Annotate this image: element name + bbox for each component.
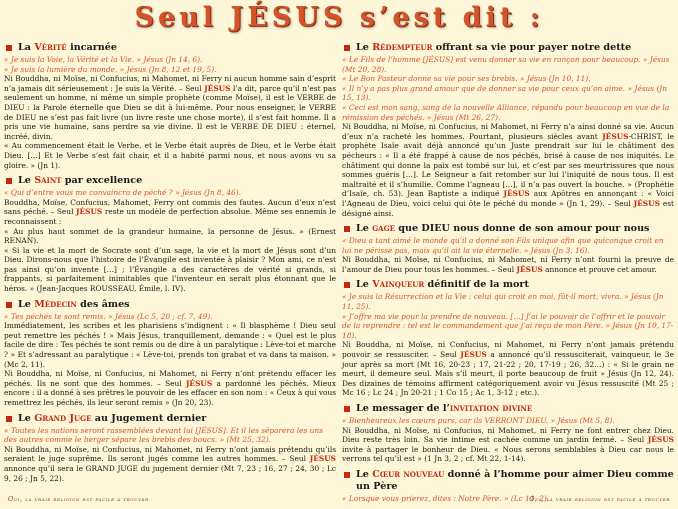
jesus-highlight: JÉSUS	[602, 131, 629, 141]
quote-line: « Il n’y a pas plus grand amour que de donner sa vie pour ceux qu’on aime. » Jésus (Jn 15, 13).	[342, 83, 667, 103]
square-bullet-icon	[344, 472, 350, 478]
heading-highlight: Vérité	[34, 42, 67, 53]
heading-pre: Le	[18, 175, 35, 187]
heading-post: incarnée	[66, 42, 117, 53]
quote-line: « Qui d’entre vous me convaincra de péché ? » Jésus (Jn 8, 46).	[4, 188, 241, 198]
heading-pre: Le	[356, 42, 373, 53]
heading-pre: Le	[18, 412, 35, 424]
section-heading	[4, 42, 336, 54]
heading-highlight: Cœur nouveau	[372, 468, 445, 480]
heading-post: que DIEU nous donne de son amour pour nous	[394, 223, 650, 235]
section-heading	[4, 413, 336, 425]
section-5	[342, 223, 674, 274]
body-paragraph: Ni Bouddha, ni Moïse, ni Confucius, ni Mahomet, ni Ferry ni aucun homme sain d’esprit n’a jamais dit sérieusement : Je suis la Vérité. – Seul JÉSUS l’a dit, parce qu’il n’est pas seulement un homme, ni même un simple prophète (comme Moïse), il est le VERBE de DIEU : la Parole éternelle que Dieu se dit à lui-même. Pour nous enseigner, le VERBE de DIEU ne s’est pas fait livre (un livre reste une chose morte), il s’est fait homme. Il a pris une vie humaine, sans perdre sa vie divine. Il est le VERBE DE DIEU : éternel, incréé, divin.	[4, 74, 336, 141]
quote-line: « Toutes les nations seront rassemblées devant lui [JÉSUS]. Et il les séparera les uns des autres comme le berger sépare les brebis des boucs. » (Mt 25, 32).	[4, 425, 323, 445]
quote-line: « Je suis la Résurrection et la Vie : celui qui croit en moi, fût-il mort, vivra. » Jésus (Jn 11, 25).	[342, 292, 664, 312]
section-7	[342, 403, 674, 464]
section-4	[342, 42, 674, 218]
jesus-highlight: JÉSUS	[633, 198, 660, 208]
section-3	[4, 413, 336, 484]
body-paragraph: « Si la vie et la mort de Socrate sont d’un sage, la vie et la mort de Jésus sont d’un Dieu. Dirons-nous que l’histoire de l’Évangile est inventée à plaisir ? Mon ami, ce n’est pas ainsi qu’on invente […] ; l’Évangile a des caractères de vérité si grands, si frappants, si parfaitement inimitables que l’inventeur en serait plus étonnant que le héros. » (Jean-Jacques ROUSSEAU, Émile, l. IV).	[4, 245, 336, 294]
quote-line: « Tes péchés te sont remis. » Jésus (Lc 5, 20 ; cf. 7, 49).	[4, 311, 213, 321]
section-6	[342, 279, 674, 398]
square-bullet-icon	[6, 178, 12, 184]
body-paragraph: Immédiatement, les scribes et les pharisiens s’indignent : « Il blasphème ! Dieu seul peut remettre les péchés ! » Mais Jésus, tranquillement, demande : « Quel est le plus facile de dire : Tes péchés te sont remis ou de dire à un paralytique : Lève-toi et marche ? » Et s’adressant au paralytique : « Lève-toi, prends ton grabat et va dans ta maison. » (Mc 2, 11).	[4, 321, 336, 369]
heading-text	[356, 223, 649, 235]
square-bullet-icon	[6, 416, 12, 422]
body-paragraph: Ni Bouddha, ni Moïse, ni Confucius, ni Mahomet, ni Ferry n’ont jamais prétendu pouvoir se ressusciter. – Seul JÉSUS a annoncé qu’il ressusciterait, vainqueur, le 3e jour après sa mort (Mt 16, 20-23 ; 17, 21-22 ; 20, 17-19 ; 26, 32…) : « Si le grain ne meurt, il demeure seul. Mais s’il meurt, il porte beaucoup de fruit » Jésus (Jn 12, 24). Des dizaines de témoins affirment catégoriquement avoir vu Jésus ressuscité (Mt 25 ; Mc 16 ; Lc 24 ; Jn 20-21 ; 1 Co 15 ; Ac 1, 3-12 ; etc.).	[342, 340, 675, 398]
jesus-highlight: JÉSUS	[516, 264, 543, 274]
heading-post: définitif de la mort	[424, 279, 529, 291]
heading-text	[18, 413, 206, 425]
heading-text	[18, 175, 142, 187]
heading-pre: Le messager de l’	[356, 403, 450, 414]
square-bullet-icon	[344, 45, 350, 51]
square-bullet-icon	[6, 45, 12, 51]
heading-highlight: Grand Juge	[34, 412, 92, 424]
quote-line: « Ceci est mon sang, sang de la nouvelle Alliance, répandu pour beaucoup en vue de la rémission des péchés. » Jésus (Mt 26, 27).	[342, 102, 670, 122]
section-heading	[342, 403, 674, 415]
section-heading	[342, 42, 674, 54]
section-heading	[4, 175, 336, 187]
body-paragraph: Ni Bouddha, ni Moïse, ni Confucius, ni Mahomet, ni Ferry n’ont jamais prétendu qu’ils seraient le juge suprême. Ils seront jugés comme les autres hommes. – Seul JÉSUS annonce qu’il sera le GRAND JUGE du jugement dernier (Mt 7, 23 ; 16, 27 ; 24, 30 ; Lc 9, 26 ; Jn 5, 22).	[4, 444, 336, 483]
heading-highlight: invitation divine	[449, 403, 533, 414]
body-paragraph: Ni Bouddha, ni Moïse, ni Confucius, ni Mahomet, ni Ferry n’a ainsi donné sa vie. Aucun d’eux n’a racheté les hommes. Pourtant, plusieurs siècles avant JÉSUS-CHRIST, le prophète Isaïe avait déjà annoncé qu’un Juste prendrait sur lui le châtiment des pécheurs : « Il a été frappé à cause de nos péchés, brisé à cause de nos iniquités. Le châtiment qui donne la paix est tombé sur lui, et c’est par ses meurtrissures que nous sommes guéris […]. Le Seigneur a fait retomber sur lui l’iniquité de nous tous. Il est maltraité et il s’humilie. Comme l’agneau […], il n’a pas ouvert la bouche. » (Prophétie d’Isaïe, ch. 53). Jean Baptiste a indiqué JÉSUS aux Apôtres en annonçant : « Voici l’Agneau de Dieu, voici celui qui ôte le péché du monde » (Jn 1, 29). – Seul JÉSUS est désigné ainsi.	[342, 122, 674, 218]
heading-highlight: Rédempteur	[372, 42, 433, 53]
heading-highlight: Vainqueur	[372, 279, 425, 291]
page-title: Seul JÉSUS s’est dit :	[134, 2, 544, 33]
section-0	[4, 42, 336, 170]
square-bullet-icon	[6, 302, 12, 308]
heading-pre: Le	[18, 298, 35, 310]
quote-line: « Le Fils de l’homme [JÉSUS] est venu donner sa vie en rançon pour beaucoup. » Jésus (Mt 20, 28).	[342, 55, 670, 74]
heading-text	[356, 42, 631, 54]
heading-pre: La	[18, 42, 35, 53]
left-column	[4, 42, 336, 488]
body-paragraph: Ni Bouddha, ni Moïse, ni Confucius, ni Mahomet, ni Ferry ne font entrer chez Dieu. Dieu reste très loin. Sa vie intime est cachée comme un jardin fermé. – Seul JÉSUS invite à partager le bonheur de Dieu. « Nous serons semblables à Dieu car nous le verrons tel qu’il est » (1 Jn 3, 2 ; cf. Mt 22, 1-14).	[342, 425, 674, 464]
footer-right: Oui, la vraie religion est facile à trouver	[529, 495, 670, 503]
heading-text	[356, 469, 674, 493]
square-bullet-icon	[344, 406, 350, 412]
body-paragraph: « Au plus haut sommet de la grandeur humaine, la personne de Jésus. » (Ernest RENAN).	[4, 226, 336, 246]
body-paragraph: « Au commencement était le Verbe, et le Verbe était auprès de Dieu, et le Verbe était Dieu. […] Et le Verbe s’est fait chair, et il a habité parmi nous, et nous avons vu sa gloire. » (Jn 1).	[4, 141, 336, 170]
quote-line: « Le Bon Pasteur donne sa vie pour ses brebis. » Jésus (Jn 10, 11).	[342, 74, 591, 84]
section-heading	[342, 469, 674, 493]
heading-highlight: Saint	[34, 175, 62, 187]
section-heading	[4, 299, 336, 311]
heading-pre: Le	[356, 279, 373, 291]
heading-text	[356, 403, 532, 415]
jesus-highlight: JÉSUS	[647, 435, 674, 445]
body-paragraph: Bouddha, Moïse, Confucius, Mahomet, Ferry ont commis des fautes. Aucun d’eux n’est sans péché. – Seul JÉSUS reste un modèle de perfection absolue. Même ses ennemis le reconnaissent :	[4, 197, 336, 226]
jesus-highlight: JÉSUS	[460, 350, 487, 360]
heading-text	[18, 42, 117, 54]
heading-pre: Le	[356, 468, 373, 480]
section-1	[4, 175, 336, 294]
heading-highlight: Médecin	[34, 298, 77, 310]
quote-line: « Dieu a tant aimé le monde qu’il a donné son Fils unique afin que quiconque croit en lui ne périsse pas, mais qu’il ait la vie éternelle. » Jésus (Jn 3, 16).	[342, 236, 664, 255]
body-paragraph: Ni Bouddha, ni Moïse, ni Confucius, ni Mahomet, ni Ferry n’ont prétendu effacer les péchés. Ils ne sont que des hommes. – Seul JÉSUS a pardonné les péchés. Mieux encore : il a donné à ses prêtres le pouvoir de les effacer en son nom : « Ceux à qui vous remettrez les péchés, ils leur seront remis » (Jn 20, 23).	[4, 369, 337, 407]
jesus-highlight: JÉSUS	[503, 189, 530, 199]
heading-post: des âmes	[76, 298, 130, 310]
section-heading	[342, 279, 674, 291]
body-paragraph: Ni Bouddha, ni Moïse, ni Confucius, ni Mahomet, ni Ferry n’ont fourni la preuve de l’amour de Dieu pour tous les hommes. – Seul JÉSUS annonce et prouve cet amour.	[342, 255, 674, 274]
heading-post: au Jugement dernier	[91, 412, 207, 424]
quote-line: « Je suis la lumière du monde. » Jésus (Jn 8, 12 et 19, 5).	[4, 64, 217, 74]
heading-text	[356, 279, 529, 291]
footer-left: Oui, la vraie religion est facile à trouver	[8, 495, 149, 503]
quote-line: « Lorsque vous prierez, dites : Notre Père. » (Lc 11, 2).	[342, 493, 550, 503]
quote-line: « J’offre ma vie pour la prendre de nouveau. […] J’ai le pouvoir de l’offrir et le pouvoir de la reprendre : tel est le commandement que j’ai reçu de mon Père. » Jésus (Jn 10, 17-18).	[342, 311, 674, 340]
square-bullet-icon	[344, 282, 350, 288]
jesus-highlight: JÉSUS	[185, 378, 213, 388]
heading-highlight: gage	[372, 223, 395, 235]
right-column	[342, 42, 674, 509]
heading-post: donné à l’homme pour aimer Dieu comme un Père	[356, 468, 674, 492]
section-2	[4, 299, 336, 408]
quote-line: « Bienheureux les cœurs purs, car ils VERRONT DIEU. » Jésus (Mt 5, 8).	[342, 416, 615, 425]
section-heading	[342, 223, 674, 235]
heading-post: par excellence	[61, 175, 143, 187]
quote-line: « Je suis la Voie, la Vérité et la Vie. » Jésus (Jn 14, 6).	[4, 55, 203, 64]
heading-text	[18, 299, 130, 311]
jesus-highlight: JÉSUS	[204, 83, 231, 93]
heading-pre: Le	[356, 223, 373, 235]
heading-post: offrant sa vie pour payer notre dette	[432, 42, 632, 53]
jesus-highlight: JÉSUS	[309, 454, 336, 464]
jesus-highlight: JÉSUS	[76, 207, 103, 217]
square-bullet-icon	[344, 226, 350, 232]
